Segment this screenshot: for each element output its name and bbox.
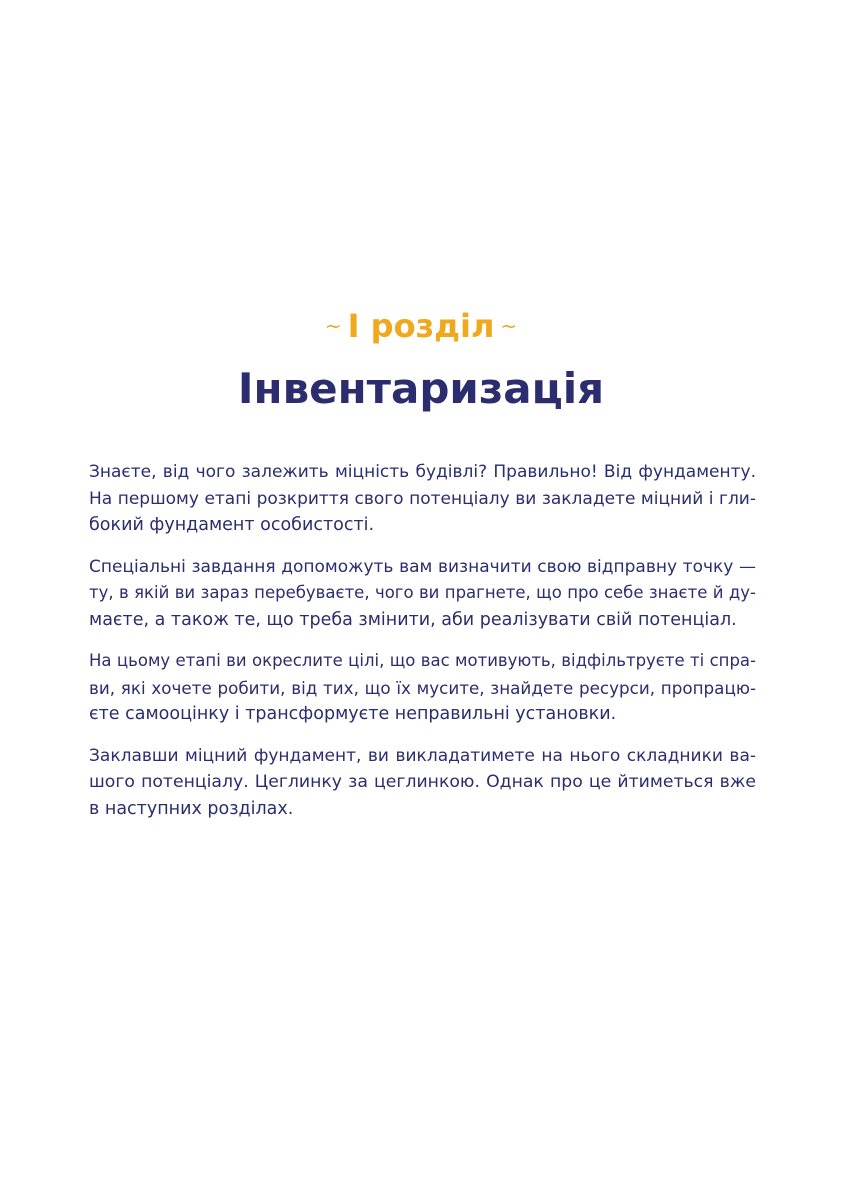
paragraph-line: маєте, а також те, що треба змінити, аби реалізувати свій потенціал. (89, 609, 737, 630)
paragraph-line: Знаєте, від чого залежить міцність будівлі? Правильно! Від фундаменту. (89, 462, 756, 482)
paragraph-line: ту, в якій ви зараз перебуваєте, чого ви прагнете, що про себе знаєте й ду- (89, 583, 756, 602)
chapter-number: І розділ (347, 307, 495, 345)
tilde-left-ornament: ~ (324, 314, 342, 338)
paragraph-line: На цьому етапі ви окреслите цілі, що вас мотивують, відфільтруєте ті спра- (89, 651, 756, 670)
paragraph-2 (89, 554, 756, 634)
tilde-right-ornament: ~ (500, 314, 518, 338)
paragraph-1 (89, 459, 756, 539)
paragraph-line: На першому етапі розкриття свого потенціалу ви закладете міцний і гли- (89, 488, 756, 509)
chapter-label (0, 302, 842, 350)
paragraph-3 (89, 648, 756, 728)
body-text (89, 459, 756, 837)
paragraph-line: шого потенціалу. Цеглинку за цеглинкою. Однак про це йтиметься вже (89, 772, 756, 792)
paragraph-line: єте самооцінку і трансформуєте неправильні установки. (89, 704, 617, 724)
paragraph-line: Заклавши міцний фундамент, ви викладатимете на нього складники ва- (89, 745, 756, 766)
paragraph-line: Спеціальні завдання допоможуть вам визначити свою відправну точку — (89, 556, 756, 577)
paragraph-line: бокий фундамент особистості. (89, 515, 375, 535)
chapter-title: Інвентаризація (237, 364, 605, 413)
paragraph-line: в наступних розділах. (89, 798, 294, 819)
paragraph-4 (89, 743, 756, 823)
paragraph-line: ви, які хочете робити, від тих, що їх мусите, знайдете ресурси, пропрацю- (89, 677, 756, 698)
